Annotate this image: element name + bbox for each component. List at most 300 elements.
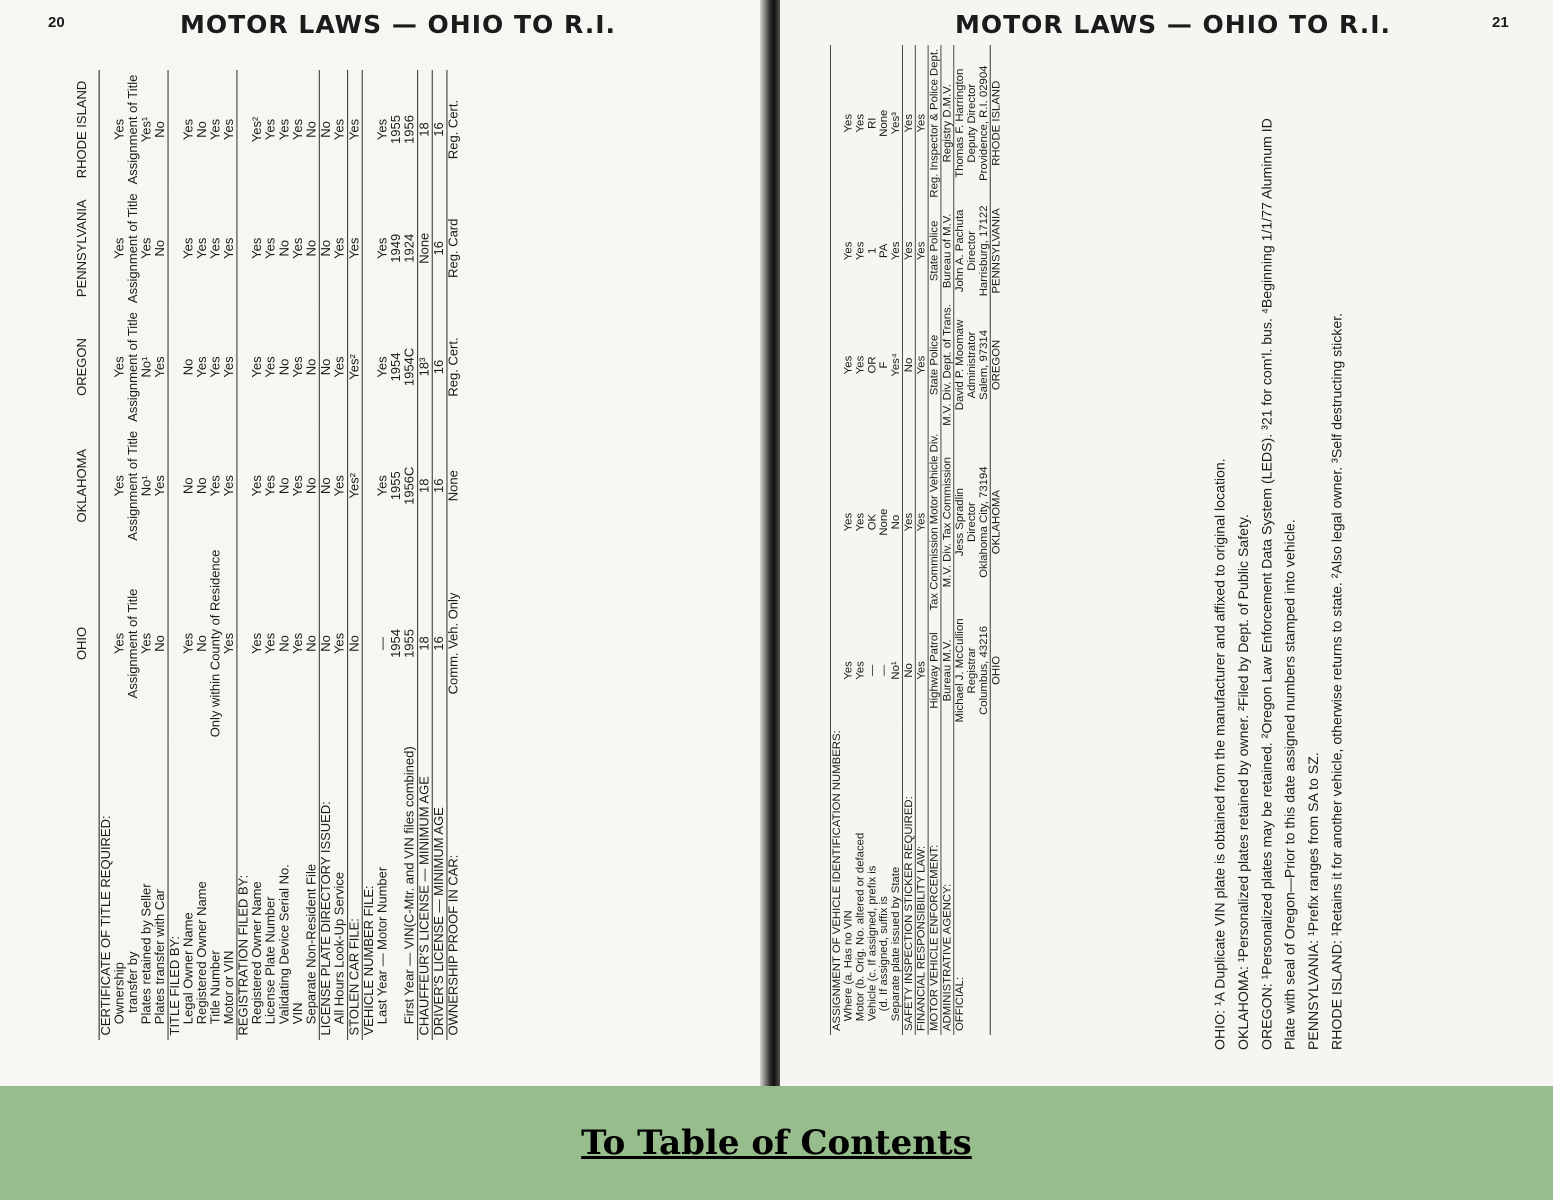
- table-cell: No: [305, 121, 319, 138]
- table-cell: Yes: [842, 661, 855, 680]
- table-cell: Yes: [278, 118, 292, 141]
- row-label: REGISTRATION FILED BY:: [237, 742, 251, 1040]
- table-cell: No: [305, 239, 319, 257]
- table-cell: [830, 45, 842, 202]
- row-label: TITLE FILED BY:: [168, 742, 182, 1040]
- table-cell: No: [319, 545, 333, 742]
- table-cell: [168, 189, 182, 308]
- table-cell: Yes: [195, 356, 210, 378]
- table-cell: None: [418, 189, 433, 308]
- table-cell: 1954C: [403, 347, 418, 387]
- page-heading-right: MOTOR LAWS — OHIO TO R.I.: [955, 10, 1391, 39]
- table-cell: 18: [418, 426, 433, 545]
- row-label: ADMINISTRATIVE AGENCY:: [941, 726, 954, 1035]
- table-cell: No: [278, 358, 292, 376]
- row-label: VIN: [291, 1002, 306, 1025]
- table-cell: Yes: [902, 430, 915, 615]
- row-label: Where (a. Has no VIN: [842, 910, 855, 1022]
- table-cell: No¹: [140, 356, 154, 378]
- table-row: [447, 70, 461, 1040]
- table-cell: State Police: [928, 202, 941, 301]
- left-page: [0, 0, 772, 1086]
- table-cell: No: [278, 635, 292, 652]
- table-cell: Yes: [333, 632, 348, 655]
- table-row: [830, 45, 842, 1035]
- table-cell: Yes: [264, 475, 279, 497]
- table-cell: Yes: [854, 241, 867, 261]
- row-label: Legal Owner Name: [182, 912, 196, 1025]
- row-label: Title Number: [209, 950, 223, 1025]
- footnote-line: OREGON: ¹Personalized plates may be retained. ²Oregon Law Enforcement Data System (LEDS). ³21 for com'l. bus. ⁴Beginning 1/1/77 Aluminum ID: [1260, 118, 1276, 1051]
- table-cell: Yes: [915, 614, 928, 726]
- table-cell: 18³: [418, 308, 433, 427]
- footnotes: [1210, 118, 1350, 1050]
- footnote-line: OHIO: ¹A Duplicate VIN plate is obtained from the manufacturer and affixed to original location.: [1213, 458, 1229, 1050]
- table-cell: [237, 545, 251, 742]
- table-row: [265, 70, 279, 1040]
- table-cell: [168, 545, 182, 742]
- table-cell: Reg. Card: [447, 189, 461, 308]
- table-cell: Yes: [842, 512, 855, 532]
- table-cell: Yes: [291, 356, 306, 378]
- table-cell: No: [305, 358, 319, 376]
- table-cell: [362, 426, 376, 545]
- table-cell: Yes: [209, 356, 223, 378]
- table-cell: Bureau M.V.: [941, 614, 954, 726]
- row-label: First Year — VIN(C-Mtr. and VIN files combined): [403, 746, 418, 1025]
- table-cell: No: [153, 239, 168, 257]
- table-cell: [830, 202, 842, 301]
- left-table-rotated: [76, 70, 461, 1040]
- table-cell: 16: [432, 189, 447, 308]
- table-cell: Providence, R.I. 02904: [977, 65, 990, 181]
- table-cell: Yes: [222, 356, 237, 378]
- table-cell: M.V. Div. Dept. of Trans.: [941, 300, 954, 430]
- table-row: [196, 70, 210, 1040]
- table-cell: None: [447, 426, 461, 545]
- row-label: FINANCIAL RESPONSIBILITY LAW:: [915, 726, 928, 1035]
- row-label: CERTIFICATE OF TITLE REQUIRED:: [99, 742, 113, 1040]
- footnote-line: OKLAHOMA: ¹Personalized plates retained by owner. ²Filed by Dept. of Public Safety.: [1237, 514, 1252, 1050]
- table-cell: Yes: [182, 118, 196, 141]
- row-label: Plates transfer with Car: [153, 889, 168, 1025]
- column-header: PENNSYLVANIA: [76, 189, 99, 308]
- table-cell: 16: [432, 70, 447, 189]
- table-cell: Yes: [222, 475, 237, 497]
- row-label: Registered Owner Name: [195, 881, 210, 1025]
- table-cell: OR: [866, 356, 879, 374]
- table-cell: No: [305, 635, 319, 652]
- table-cell: Administrator: [966, 331, 978, 399]
- row-label: LICENSE PLATE DIRECTORY ISSUED:: [319, 742, 333, 1040]
- row-label: Last Year — Motor Number: [376, 866, 390, 1025]
- footnote-line: PENNSYLVANIA: ¹Prefix ranges from SA to SZ.: [1307, 752, 1322, 1050]
- table-cell: David P. Moomaw: [954, 300, 966, 430]
- table-cell: Yes: [113, 237, 127, 259]
- column-footer: PENNSYLVANIA: [990, 202, 1002, 301]
- row-label: SAFETY INSPECTION STICKER REQUIRED:: [902, 726, 915, 1035]
- table-cell: Jess Spradlin: [954, 430, 966, 615]
- table-cell: Highway Patrol: [928, 614, 941, 726]
- table-cell: [830, 430, 842, 615]
- table-cell: None: [878, 508, 891, 536]
- table-cell: 1955: [403, 629, 418, 658]
- table-cell: Yes¹: [140, 116, 154, 143]
- table-cell: Yes²: [348, 426, 363, 545]
- table-cell: Yes: [222, 632, 237, 655]
- table-cell: F: [878, 361, 891, 369]
- row-label: License Plate Number: [264, 896, 279, 1025]
- table-row: [182, 70, 196, 1040]
- table-row: [154, 70, 168, 1040]
- table-cell: No: [319, 308, 333, 427]
- table-row: [348, 70, 363, 1040]
- column-header: OHIO: [76, 545, 99, 742]
- table-cell: Yes: [113, 632, 127, 655]
- table-cell: Yes: [854, 512, 867, 532]
- table-row: [333, 70, 347, 1040]
- table-cell: No: [278, 239, 292, 257]
- table-cell: Yes: [291, 475, 306, 497]
- table-cell: Reg. Cert.: [447, 70, 461, 189]
- table-cell: Yes: [264, 237, 279, 259]
- table-row: [223, 70, 237, 1040]
- table-cell: [362, 70, 376, 189]
- row-label: Vehicle (c. If assigned, prefix is: [866, 865, 879, 1022]
- table-cell: Yes: [902, 202, 915, 301]
- table-row: [362, 70, 376, 1040]
- table-row: [209, 70, 223, 1040]
- table-cell: Yes: [291, 237, 306, 259]
- page-number-left: 20: [48, 14, 65, 31]
- table-cell: No¹: [140, 475, 154, 497]
- table-cell: Yes: [333, 237, 348, 259]
- table-cell: Yes: [195, 237, 210, 259]
- table-cell: [99, 70, 113, 189]
- table-cell: Yes: [348, 70, 363, 189]
- table-cell: Yes: [113, 118, 127, 141]
- table-cell: 18: [418, 70, 433, 189]
- row-label: DRIVER'S LICENSE — MINIMUM AGE: [432, 742, 447, 1040]
- table-cell: Yes: [842, 241, 855, 261]
- table-cell: Yes: [209, 237, 223, 259]
- table-cell: Yes²: [251, 116, 265, 143]
- table-row: [99, 70, 113, 1040]
- table-row: [418, 70, 433, 1040]
- table-cell: —: [866, 664, 879, 677]
- table-cell: [168, 308, 182, 427]
- table-cell: Yes²: [348, 308, 363, 427]
- table-cell: Yes: [842, 113, 855, 133]
- footer-blank: [990, 726, 1002, 1035]
- table-cell: [237, 426, 251, 545]
- table-cell: No: [902, 300, 915, 430]
- table-cell: Yes: [291, 118, 306, 141]
- table-cell: 1954: [389, 629, 404, 658]
- table-cell: Yes: [209, 475, 223, 497]
- table-cell: No: [182, 477, 196, 495]
- table-cell: 1955: [389, 115, 404, 144]
- table-cell: Oklahoma City, 73194: [977, 466, 990, 578]
- table-row: [866, 45, 878, 1035]
- table-cell: [362, 189, 376, 308]
- table-cell: None: [878, 109, 891, 137]
- table-row: [319, 70, 333, 1040]
- table-cell: Assignment of Title: [126, 74, 141, 185]
- table-cell: No: [278, 477, 292, 495]
- table-cell: Yes: [264, 356, 279, 378]
- table-cell: Yes: [113, 356, 127, 378]
- table-cell: [237, 70, 251, 189]
- row-label: [390, 742, 404, 1040]
- table-cell: Yes: [140, 632, 154, 655]
- table-cell: 1924: [403, 233, 418, 263]
- table-row: [941, 45, 954, 1035]
- table-cell: Director: [966, 502, 978, 542]
- table-cell: Yes: [222, 118, 237, 141]
- table-row: [376, 70, 390, 1040]
- row-label: Registered Owner Name: [251, 881, 265, 1025]
- table-cell: John A. Pachuta: [954, 202, 966, 301]
- table-cell: Yes: [376, 475, 390, 497]
- table-row: [127, 70, 141, 1040]
- table-cell: Yes: [915, 45, 928, 202]
- table-cell: Yes: [140, 237, 154, 259]
- table-cell: No: [890, 514, 902, 530]
- table-cell: RI: [866, 117, 879, 129]
- table-cell: Yes: [376, 237, 390, 259]
- table-cell: Deputy Director: [966, 83, 978, 163]
- table-cell: Yes: [333, 475, 348, 497]
- row-label: All Hours Look-Up Service: [333, 871, 348, 1025]
- column-footer: OHIO: [990, 614, 1002, 726]
- table-cell: 16: [432, 545, 447, 742]
- table-cell: OK: [866, 513, 879, 531]
- table-row: [878, 45, 890, 1035]
- table-cell: No: [153, 635, 168, 652]
- row-label: MOTOR VEHICLE ENFORCEMENT:: [928, 726, 941, 1035]
- table-cell: No: [153, 121, 168, 138]
- table-cell: Yes: [915, 300, 928, 430]
- row-label: CHAUFFEUR'S LICENSE — MINIMUM AGE: [418, 742, 433, 1040]
- table-cell: No: [305, 477, 319, 495]
- table-cell: 16: [432, 426, 447, 545]
- table-cell: Reg. Cert.: [447, 308, 461, 427]
- table-cell: Michael J. McCullion: [954, 614, 966, 726]
- table-cell: 1: [866, 247, 879, 255]
- table-cell: Yes: [182, 237, 196, 259]
- row-label: Motor (b. Orig. No. altered or defaced: [854, 832, 867, 1022]
- table-cell: [168, 426, 182, 545]
- row-label: Separate Non-Resident File: [305, 863, 319, 1025]
- table-cell: —: [376, 636, 390, 650]
- table-cell: M.V. Div. Tax Commission: [941, 430, 954, 615]
- right-motor-laws-table: [830, 45, 1003, 1035]
- table-row: [978, 45, 990, 1035]
- table-cell: Yes: [251, 356, 265, 378]
- table-cell: Yes: [291, 632, 306, 655]
- table-cell: Yes: [376, 118, 390, 141]
- table-cell: No: [195, 121, 210, 138]
- table-cell: [237, 189, 251, 308]
- table-cell: Thomas F. Harrington: [954, 45, 966, 202]
- table-row: [168, 70, 182, 1040]
- table-row: [292, 70, 306, 1040]
- table-cell: 16: [432, 308, 447, 427]
- table-cell: [362, 545, 376, 742]
- table-cell: No: [195, 477, 210, 495]
- table-cell: Comm. Veh. Only: [447, 545, 461, 742]
- table-cell: Yes: [333, 118, 348, 141]
- table-cell: Harrisburg, 17122: [977, 205, 990, 297]
- table-cell: Registrar: [966, 647, 978, 694]
- table-cell: No: [195, 635, 210, 652]
- table-row: [954, 45, 966, 1035]
- table-cell: [99, 308, 113, 427]
- row-label: OFFICIAL:: [954, 726, 966, 1035]
- page-number-right: 21: [1492, 14, 1509, 31]
- row-label: ASSIGNMENT OF VEHICLE IDENTIFICATION NUMBERS:: [830, 726, 842, 1035]
- table-cell: Assignment of Title: [126, 193, 141, 304]
- table-cell: Only within County of Residence: [209, 549, 223, 738]
- table-cell: Registry D.M.V.: [941, 45, 954, 202]
- table-cell: Yes: [222, 237, 237, 259]
- table-cell: No: [348, 545, 363, 742]
- table-row: [902, 45, 915, 1035]
- table-cell: Yes: [376, 356, 390, 378]
- row-label: [978, 726, 990, 1035]
- header-blank: [76, 742, 99, 1040]
- row-label: STOLEN CAR FILE:: [348, 742, 363, 1040]
- table-cell: Reg. Inspector & Police Dept.: [928, 45, 941, 202]
- left-motor-laws-table: [76, 70, 461, 1040]
- column-footer: OKLAHOMA: [990, 430, 1002, 615]
- table-row: [237, 70, 251, 1040]
- table-cell: 1956C: [403, 466, 418, 505]
- table-row: [928, 45, 941, 1035]
- page-heading-left: MOTOR LAWS — OHIO TO R.I.: [180, 10, 616, 39]
- row-label: Motor or VIN: [222, 950, 237, 1025]
- table-cell: No: [319, 189, 333, 308]
- toc-bar: [0, 1086, 1553, 1200]
- table-cell: Director: [966, 231, 978, 271]
- table-cell: Yes: [348, 189, 363, 308]
- table-cell: Yes³: [890, 112, 902, 135]
- table-cell: 1955: [389, 471, 404, 501]
- table-cell: [830, 614, 842, 726]
- table-row: [915, 45, 928, 1035]
- table-cell: 1956: [403, 115, 418, 144]
- column-footer: OREGON: [990, 300, 1002, 430]
- table-cell: [362, 308, 376, 427]
- row-label: Ownership: [113, 962, 127, 1025]
- column-footer: RHODE ISLAND: [990, 45, 1002, 202]
- table-row: [305, 70, 319, 1040]
- table-cell: [99, 189, 113, 308]
- table-cell: Yes: [264, 632, 279, 655]
- table-cell: 1954: [389, 352, 404, 382]
- row-label: OWNERSHIP PROOF IN CAR:: [447, 742, 461, 1040]
- table-cell: PA: [878, 243, 891, 259]
- table-cell: Yes: [854, 355, 867, 375]
- table-cell: Yes⁴: [890, 353, 902, 377]
- table-cell: 18: [418, 545, 433, 742]
- table-cell: Yes: [264, 118, 279, 141]
- table-of-contents-link[interactable]: To Table of Contents: [581, 1123, 972, 1163]
- table-row: [251, 70, 265, 1040]
- column-header: OKLAHOMA: [76, 426, 99, 545]
- table-cell: —: [878, 664, 891, 677]
- table-cell: [168, 70, 182, 189]
- table-cell: Yes: [251, 475, 265, 497]
- table-cell: No: [319, 426, 333, 545]
- table-cell: Yes: [890, 241, 902, 261]
- row-label: Separate plate issued by State: [890, 866, 902, 1022]
- table-cell: Yes: [333, 356, 348, 378]
- table-row: [966, 45, 978, 1035]
- row-label: Validating Device Serial No.: [278, 864, 292, 1025]
- row-label: Plates retained by Seller: [140, 883, 154, 1025]
- right-table-rotated: [830, 45, 1003, 1035]
- table-cell: Yes: [113, 475, 127, 497]
- table-cell: No: [902, 614, 915, 726]
- table-row: [890, 45, 902, 1035]
- table-cell: [99, 545, 113, 742]
- table-row: [140, 70, 154, 1040]
- table-cell: [99, 426, 113, 545]
- table-row: [432, 70, 447, 1040]
- table-cell: Yes: [153, 475, 168, 497]
- table-cell: Yes: [251, 632, 265, 655]
- table-cell: Yes: [854, 113, 867, 133]
- table-row: [113, 70, 127, 1040]
- table-row: [855, 45, 867, 1035]
- table-cell: No¹: [890, 661, 902, 680]
- table-cell: Bureau of M.V.: [941, 202, 954, 301]
- right-page: [780, 0, 1553, 1086]
- table-cell: Yes: [842, 355, 855, 375]
- table-cell: Yes: [915, 202, 928, 301]
- table-cell: [237, 308, 251, 427]
- column-header: OREGON: [76, 308, 99, 427]
- table-cell: [830, 300, 842, 430]
- footnote-line: Plate with seal of Oregon—Prior to this date assigned numbers stamped into vehicle.: [1283, 519, 1299, 1050]
- table-row: [843, 45, 855, 1035]
- table-cell: Assignment of Title: [126, 430, 141, 541]
- table-cell: Yes: [182, 632, 196, 655]
- row-label: VEHICLE NUMBER FILE:: [362, 742, 376, 1040]
- table-cell: Yes: [209, 118, 223, 141]
- row-label: transfer by: [126, 951, 141, 1013]
- row-label: [966, 726, 978, 1035]
- table-cell: Assignment of Title: [126, 588, 141, 699]
- table-cell: Salem, 97314: [977, 329, 990, 400]
- table-cell: Yes: [153, 356, 168, 378]
- table-cell: Yes: [915, 430, 928, 615]
- table-row: [278, 70, 292, 1040]
- table-cell: Tax Commission Motor Vehicle Div.: [928, 430, 941, 615]
- table-cell: 1949: [389, 233, 404, 263]
- table-cell: State Police: [928, 300, 941, 430]
- row-label: (d. If assigned, suffix is: [878, 896, 891, 1012]
- table-cell: Yes: [902, 45, 915, 202]
- table-cell: No: [182, 358, 196, 376]
- table-cell: Yes: [251, 237, 265, 259]
- table-row: [390, 70, 404, 1040]
- table-cell: Columbus, 43216: [977, 625, 990, 715]
- footnote-line: RHODE ISLAND: ¹Retains it for another vehicle, otherwise returns to state. ²Also legal owner. ³Self destructing sticker.: [1330, 312, 1346, 1050]
- table-cell: Yes: [854, 661, 867, 680]
